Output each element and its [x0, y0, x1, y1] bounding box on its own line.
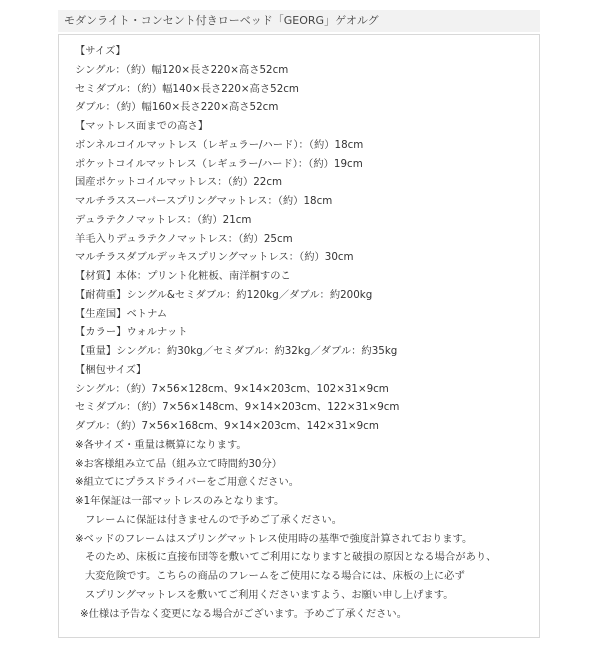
spec-line: 【梱包サイズ】	[75, 363, 147, 376]
spec-line: セミダブル：（約）7×56×148cm、9×14×203cm、122×31×9cm	[75, 401, 400, 414]
spec-line: ダブル：（約）幅160×長さ220×高さ52cm	[75, 101, 279, 114]
spec-line: 大変危険です。こちらの商品のフレームをご使用になる場合には、床板の上に必ず	[85, 570, 465, 582]
spec-line: ダブル：（約）7×56×168cm、9×14×203cm、142×31×9cm	[75, 420, 379, 432]
spec-line: シングル：（約）7×56×128cm、9×14×203cm、102×31×9cm	[75, 382, 389, 395]
spec-box	[58, 34, 540, 638]
spec-line: ※組立てにプラスドライバーをご用意ください。	[75, 476, 300, 489]
spec-line: セミダブル：（約）幅140×長さ220×高さ52cm	[75, 82, 299, 95]
spec-line: 【マットレス面までの高さ】	[75, 120, 209, 132]
spec-line: 羊毛入りデュラテクノマットレス：（約）25cm	[75, 232, 293, 245]
spec-line: ※仕様は予告なく変更になる場合がございます。予めご了承ください。	[80, 607, 408, 620]
spec-line: ※ベッドのフレームはスプリングマットレス使用時の基準で強度計算されております。	[75, 532, 473, 545]
spec-list	[75, 42, 496, 623]
spec-line: マルチラススーパースプリングマットレス：（約）18cm	[75, 195, 333, 207]
spec-line: ポケットコイルマットレス（レギュラー/ハード）：（約）19cm	[75, 157, 363, 170]
spec-line: 【材質】本体：プリント化粧板、南洋桐すのこ	[75, 270, 291, 282]
spec-line: デュラテクノマットレス：（約）21cm	[75, 213, 252, 226]
spec-line: 国産ポケットコイルマットレス：（約）22cm	[75, 176, 283, 189]
spec-line: フレームに保証は付きませんので予めご了承ください。	[85, 513, 343, 526]
spec-line: 【生産国】ベトナム	[75, 307, 168, 320]
spec-line: 【重量】シングル：約30kg／セミダブル：約32kg／ダブル：約35kg	[75, 345, 398, 357]
spec-line: ※各サイズ・重量は概算になります。	[75, 438, 247, 451]
header-bar	[58, 10, 540, 32]
spec-line: ※お客様組み立て品（組み立て時間約30分）	[75, 457, 283, 470]
spec-line: ※1年保証は一部マットレスのみとなります。	[75, 495, 285, 507]
spec-line: 【耐荷重】シングル&セミダブル：約120kg／ダブル：約200kg	[75, 288, 373, 301]
spec-line: そのため、床板に直接布団等を敷いてご利用になりますと破損の原因となる場合があり、	[85, 551, 497, 564]
spec-line: ボンネルコイルマットレス（レギュラー/ハード）：（約）18cm	[75, 138, 364, 151]
spec-line: 【カラー】ウォルナット	[75, 326, 188, 339]
spec-line: スプリングマットレスを敷いてご利用くださいますよう、お願い申し上げます。	[85, 588, 454, 601]
page-title: モダンライト・コンセント付きローベッド「GEORG」ゲオルグ	[64, 14, 379, 27]
spec-line: 【サイズ】	[75, 45, 126, 57]
spec-line: マルチラスダブルデッキスプリングマットレス：（約）30cm	[75, 251, 354, 264]
spec-line: シングル：（約）幅120×長さ220×高さ52cm	[75, 63, 289, 76]
